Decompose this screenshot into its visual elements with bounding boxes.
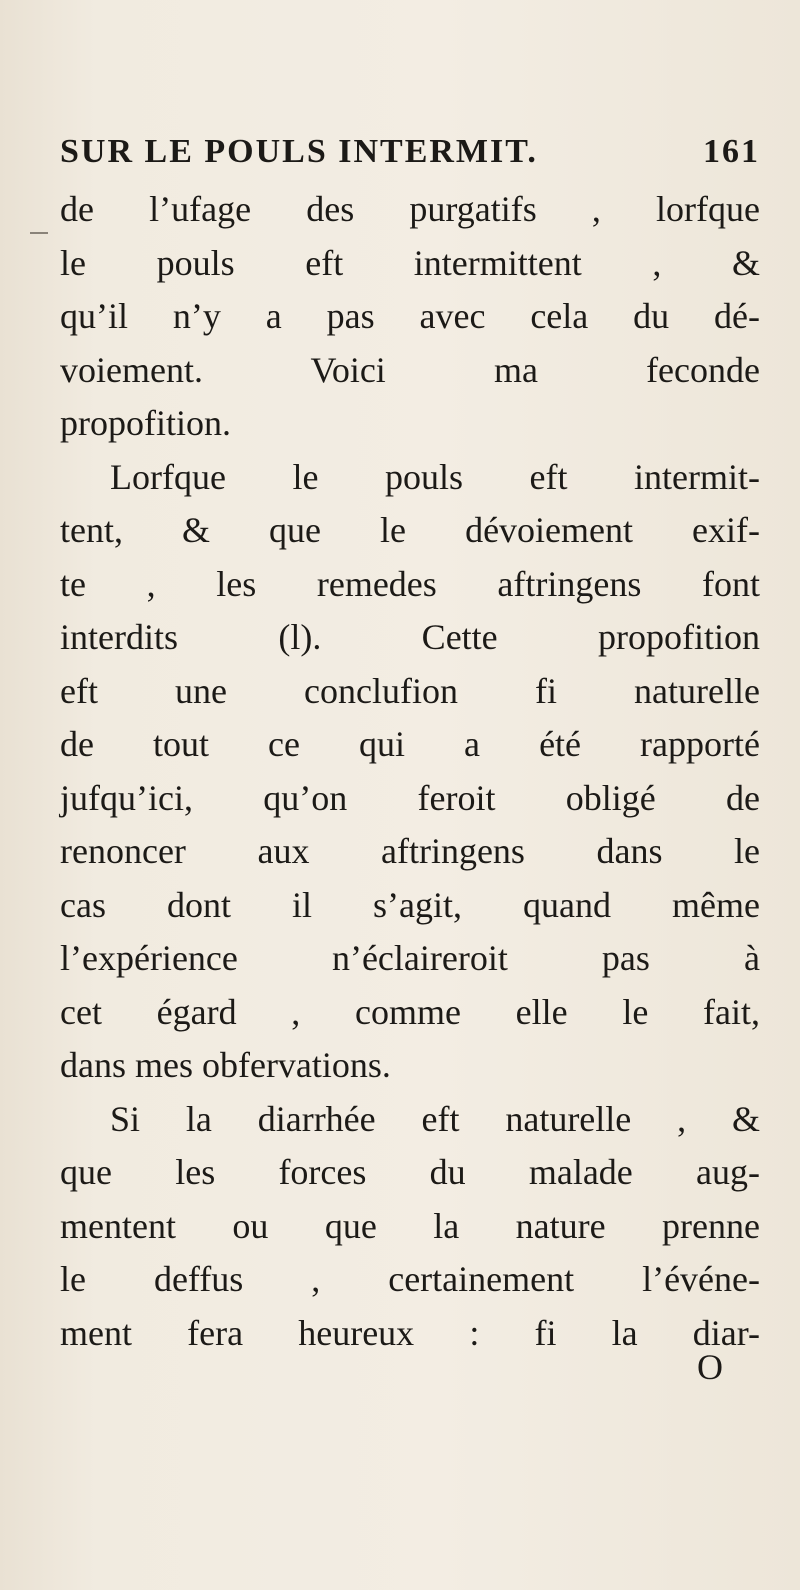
signature-mark: O [697,1347,723,1387]
text-line: ment fera heureux : fi la diar- [60,1312,760,1353]
text-line: cet égard , comme elle le fait, [60,991,760,1032]
text-line: eft une conclufion fi naturelle [60,670,760,711]
text-line: interdits (l). Cette propofition [60,617,760,657]
text-line: te , les remedes aftringens font [60,563,760,604]
page-header [60,126,760,178]
text-line: propofition. [60,403,231,443]
text-line: le pouls eft intermittent , & [60,242,760,283]
text-line: de l’ufage des purgatifs , lorfque [60,189,760,229]
running-title: SUR LE POULS INTERMIT. [60,133,538,170]
text-line: que les forces du malade aug- [60,1152,760,1192]
text-line: voiement. Voici ma feconde [60,349,760,390]
text-line: tent, & que le dévoiement exif- [60,510,760,550]
paragraph-start-line: Lorfque le pouls eft intermit- [110,456,760,497]
text-line: cas dont il s’agit, quand même [60,884,760,925]
body-text [60,183,760,1360]
page-number: 161 [703,133,760,170]
text-line: mentent ou que la nature prenne [60,1205,760,1246]
text-line: jufqu’ici, qu’on feroit obligé de [60,777,760,818]
text-line: de tout ce qui a été rapporté [60,724,760,764]
text-line: qu’il n’y a pas avec cela du dé- [60,296,760,336]
text-line: dans mes obfervations. [60,1045,391,1085]
text-line: renoncer aux aftringens dans le [60,831,760,871]
margin-mark [30,232,48,234]
text-line: l’expérience n’éclaireroit pas à [60,938,760,978]
paragraph-start-line: Si la diarrhée eft naturelle , & [110,1098,760,1139]
text-line: le deffus , certainement l’événe- [60,1259,760,1299]
